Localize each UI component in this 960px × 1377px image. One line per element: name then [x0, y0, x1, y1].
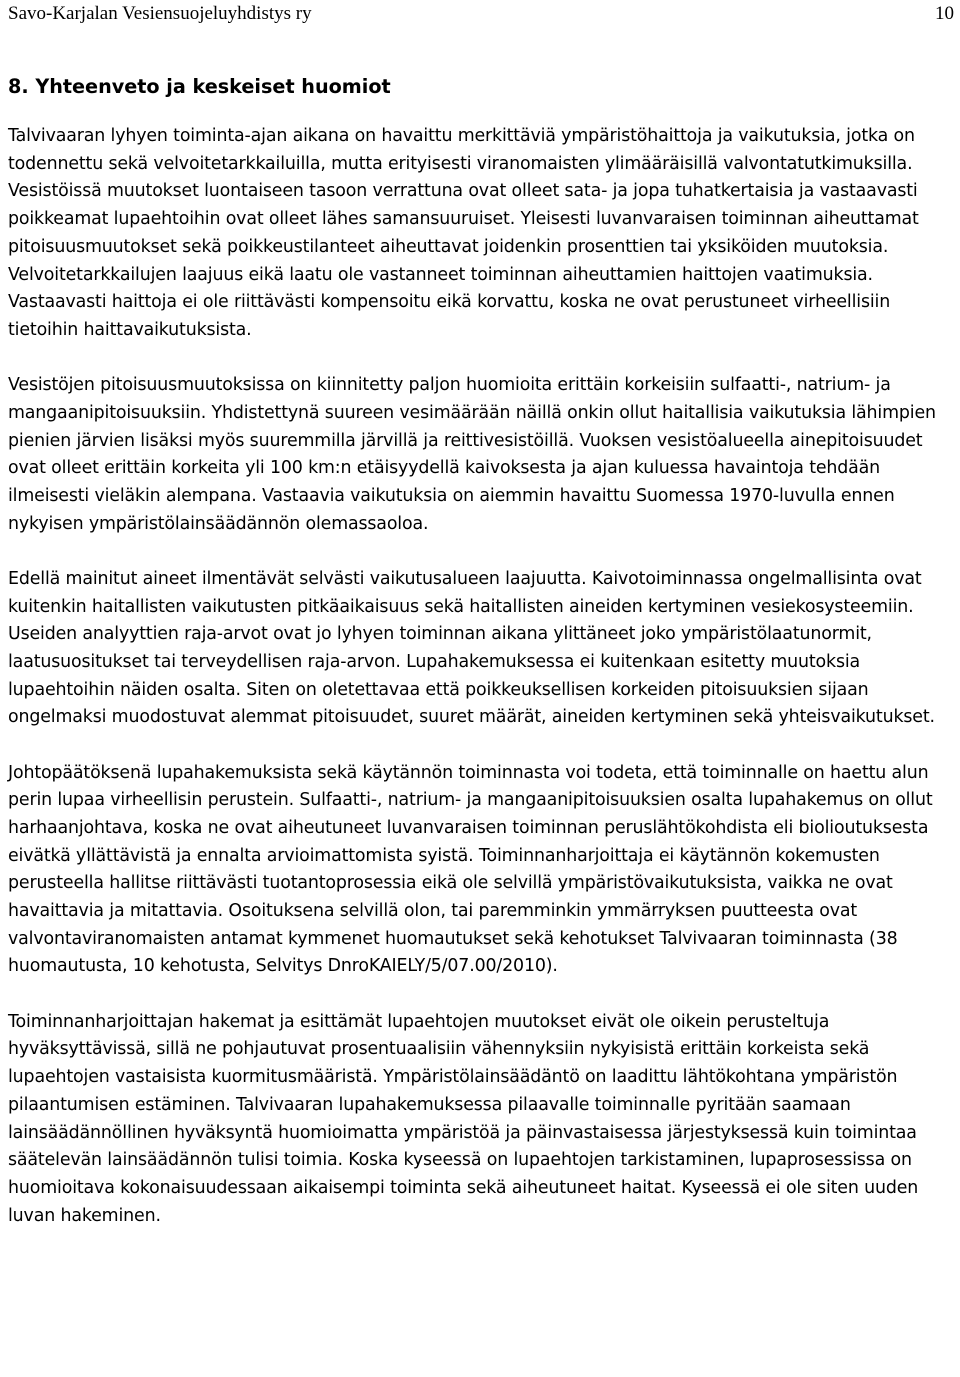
paragraph-3: Edellä mainitut aineet ilmentävät selvästi vaikutusalueen laajuutta. Kaivotoiminnassa ongelmallisinta ovat kuitenkin haitallisten vaikutusten pitkäaikaisuus sekä haitallisten aineiden kertyminen vesiekosysteemiin. Useiden analyyttien raja-arvot ovat jo lyhyen toiminnan aikana ylittäneet joko ympäristölaatunormit, laatusuositukset tai terveydellisen raja-arvon. Lupahakemuksessa ei kuitenkaan esitetty muutoksia lupaehtoihin näiden osalta. Siten on oletettavaa että poikkeuksellisen korkeiden pitoisuuksien sijaan ongelmaksi muodostuvat alemmat pitoisuudet, suuret määrät, aineiden kertyminen sekä yhteisvaikutukset.: [8, 568, 935, 728]
page-number: 10: [935, 3, 954, 24]
document-page: [8, 0, 954, 1230]
paragraph-2: Vesistöjen pitoisuusmuutoksissa on kiinnitetty paljon huomioita erittäin korkeisiin sulfaatti-, natrium- ja mangaanipitoisuuksiin. Yhdistettynä suureen vesimäärään näillä onkin ollut haitallisia vaikutuksia lähimpien pienien järvien lisäksi myös suuremmilla järvillä ja reittivesistöillä. Vuoksen vesistöalueella ainepitoisuudet ovat olleet erittäin korkeita yli 100 km:n etäisyydellä kaivoksesta ja ajan kuluessa havaintoja tehdään ilmeisesti vieläkin alempana. Vastaavia vaikutuksia on aiemmin havaittu Suomessa 1970-luvulla ennen nykyisen ympäristölainsäädännön olemassaoloa.: [8, 375, 936, 534]
paragraph-1: Talvivaaran lyhyen toiminta-ajan aikana on havaittu merkittäviä ympäristöhaittoja ja vaikutuksia, jotka on todennettu sekä velvoitetarkkailuilla, mutta erityisesti viranomaisten ylimääräisillä valvontatutkimuksilla. Vesistöissä muutokset luontaiseen tasoon verrattuna ovat olleet sata- ja jopa tuhatkertaisia ja vastaavasti poikkeamat lupaehtoihin ovat olleet lähes samansuuruiset. Yleisesti luvanvaraisen toiminnan aiheuttamat pitoisuusmuutokset sekä poikkeustilanteet aiheuttavat joidenkin prosenttien tai yksiköiden muutoksia. Velvoitetarkkailujen laajuus eikä laatu ole vastanneet toiminnan aiheuttamien haittojen vaatimuksia. Vastaavasti haittoja ei ole riittävästi kompensoitu eikä korvattu, koska ne ovat perustuneet virheellisiin tietoihin haittavaikutuksista.: [8, 126, 919, 340]
organization-name: Savo-Karjalan Vesiensuojeluyhdistys ry: [8, 3, 312, 24]
page-header: [8, 0, 954, 30]
paragraph-5: Toiminnanharjoittajan hakemat ja esittämät lupaehtojen muutokset eivät ole oikein perusteltuja hyväksyttävissä, sillä ne pohjautuvat prosentuaalisiin vähennyksiin nykyisistä erittäin korkeista sekä lupaehtojen vastaisista kuormitusmääristä. Ympäristölainsäädäntö on laadittu lähtökohtana ympäristön pilaantumisen estäminen. Talvivaaran lupahakemuksessa pilaavalle toiminnalle pyritään saamaan lainsäädännöllinen hyväksyntä huomioimatta ympäristöä ja päinvastaisessa järjestyksessä kuin toimintaa säätelevän lainsäädännön tulisi toimia. Koska kyseessä on lupaehtojen tarkistaminen, lupaprosessissa on huomioitava kokonaisuudessaan aikaisempi toiminta sekä aiheutuneet haitat. Kyseessä ei ole siten uuden luvan hakeminen.: [8, 1011, 919, 1226]
section-heading: 8. Yhteenveto ja keskeiset huomiot: [8, 75, 391, 98]
paragraph-4: Johtopäätöksenä lupahakemuksista sekä käytännön toiminnasta voi todeta, että toiminnalle on haettu alun perin lupaa virheellisin perustein. Sulfaatti-, natrium- ja mangaanipitoisuuksien osalta lupahakemus on ollut harhaanjohtava, koska ne ovat aiheutuneet luvanvaraisen toiminnan peruslähtökohdista eli biolioutuksesta eivätkä yllättävistä ja ennalta arvioimattomista syistä. Toiminnanharjoittaja ei käytännön kokemusten perusteella hallitse riittävästi tuotantoprosessia eikä ole selvillä ympäristövaikutuksista, vaikka ne ovat havaittavia ja mitattavia. Osoituksena selvillä olon, tai paremminkin ymmärryksen puutteesta ovat valvontaviranomaisten antamat kymmenet huomautukset sekä kehotukset Talvivaaran toiminnasta (38 huomautusta, 10 kehotusta, Selvitys DnroKAIELY/5/07.00/2010).: [8, 762, 933, 977]
